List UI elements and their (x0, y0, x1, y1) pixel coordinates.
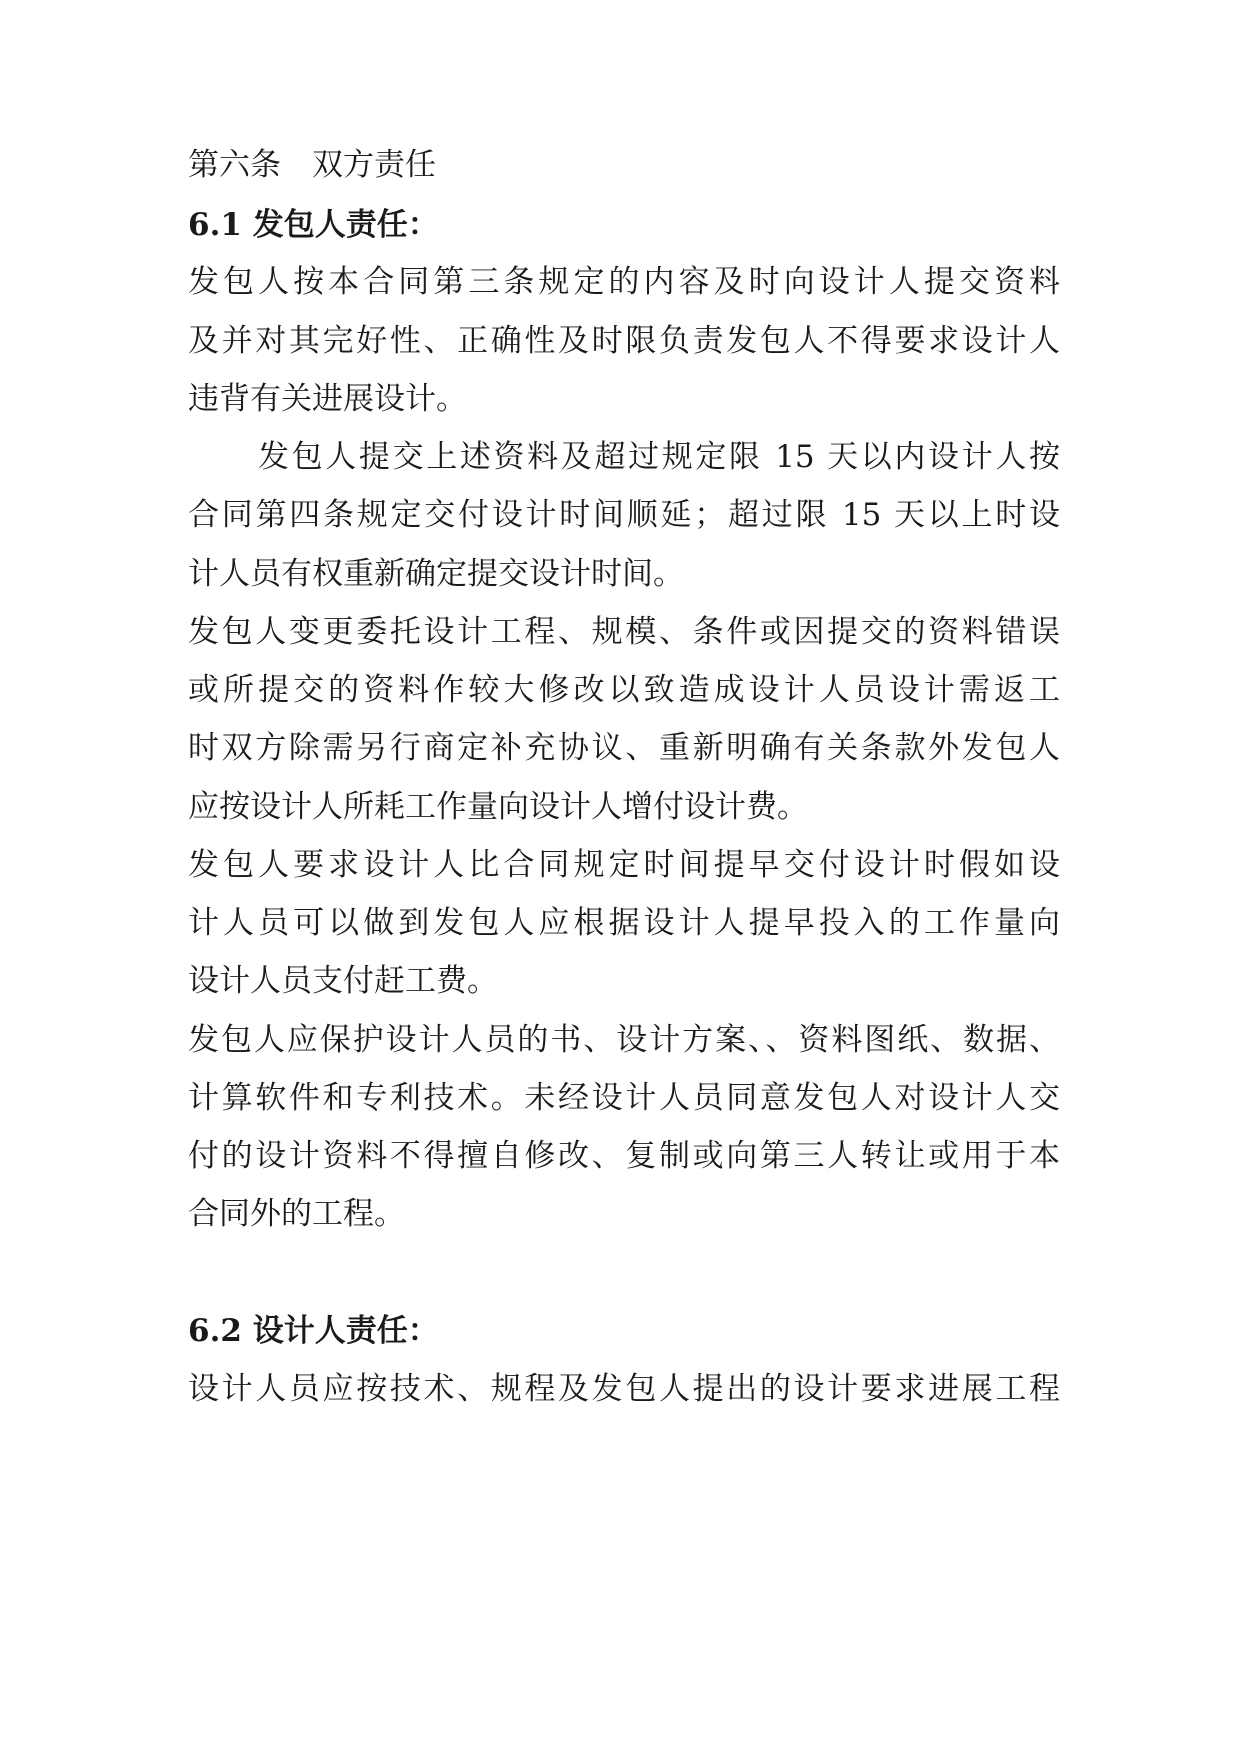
paragraph-line: 合同外的工程。 (188, 1196, 405, 1232)
paragraph-line: 发包人应保护设计人员的书、设计方案、、资料图纸、数据、 (188, 1022, 1060, 1058)
paragraph-line: 设计人员应按技术、规程及发包人提出的设计要求进展工程 (188, 1371, 1060, 1407)
section-6-1-title: 6.1 发包人责任： (188, 207, 439, 243)
paragraph-line: 合同第四条规定交付设计时间顺延；超过限 15 天以上时设 (188, 497, 1060, 533)
paragraph-line: 或所提交的资料作较大修改以致造成设计人员设计需返工 (188, 672, 1060, 708)
paragraph-line: 计人员有权重新确定提交设计时间。 (188, 556, 684, 592)
section-6-2-title: 6.2 设计人责任： (188, 1313, 439, 1349)
paragraph-line: 设计人员支付赶工费。 (188, 963, 498, 999)
paragraph-line: 时双方除需另行商定补充协议、重新明确有关条款外发包人 (188, 730, 1060, 766)
article-title: 第六条 双方责任 (188, 147, 436, 183)
paragraph-line: 计人员可以做到发包人应根据设计人提早投入的工作量向 (188, 905, 1060, 941)
paragraph-line: 违背有关进展设计。 (188, 381, 467, 417)
paragraph-line: 发包人提交上述资料及超过规定限 15 天以内设计人按 (258, 439, 1060, 475)
paragraph-line: 应按设计人所耗工作量向设计人增付设计费。 (188, 789, 808, 825)
paragraph-line: 及并对其完好性、正确性及时限负责发包人不得要求设计人 (188, 323, 1060, 359)
paragraph-line: 计算软件和专利技术。未经设计人员同意发包人对设计人交 (188, 1080, 1060, 1116)
paragraph-line: 发包人按本合同第三条规定的内容及时向设计人提交资料 (188, 264, 1060, 300)
paragraph-line: 发包人变更委托设计工程、规模、条件或因提交的资料错误 (188, 614, 1060, 650)
paragraph-line: 发包人要求设计人比合同规定时间提早交付设计时假如设 (188, 847, 1060, 883)
paragraph-line: 付的设计资料不得擅自修改、复制或向第三人转让或用于本 (188, 1138, 1060, 1174)
